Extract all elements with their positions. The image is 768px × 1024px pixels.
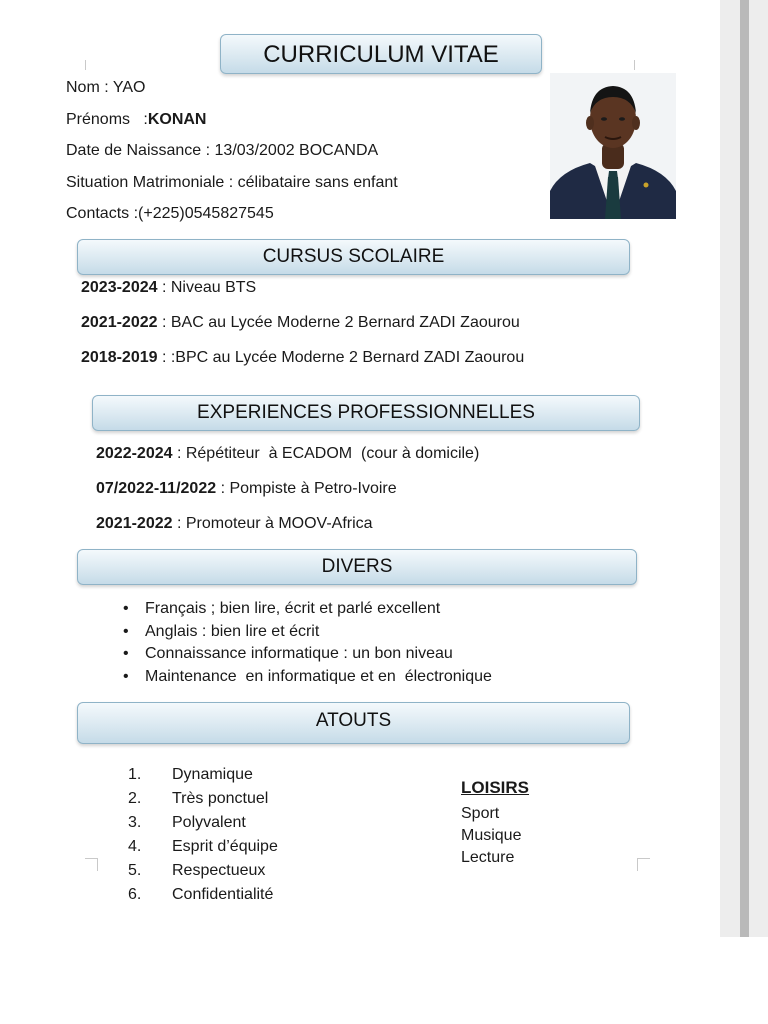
- contacts-label: Contacts :: [66, 205, 139, 222]
- identity-situation: [66, 173, 398, 193]
- divers-item: • Anglais : bien lire et écrit: [118, 621, 588, 644]
- loisir-item: Sport: [461, 805, 500, 822]
- naissance-value: 13/03/2002 BOCANDA: [214, 142, 379, 159]
- viewer-scrollbar[interactable]: [740, 0, 749, 937]
- cursus-row: [81, 278, 256, 298]
- cursus-period: 2018-2019: [81, 349, 158, 366]
- experience-period: 07/2022-11/2022: [96, 480, 217, 497]
- loisir-item: Lecture: [461, 849, 515, 866]
- cursus-period: 2021-2022: [81, 314, 158, 331]
- experience-row: [96, 479, 397, 499]
- crop-mark-top-left: [85, 60, 98, 70]
- divers-item: • Maintenance en informatique et en électronique: [118, 666, 588, 685]
- section-experiences-banner: EXPERIENCES PROFESSIONNELLES: [92, 395, 640, 431]
- viewer-bottom-area: [0, 937, 768, 1024]
- loisirs-list: [461, 803, 521, 869]
- cursus-text: : :BPC au Lycée Moderne 2 Bernard ZADI Zaourou: [157, 349, 525, 366]
- loisirs-title: LOISIRS: [461, 778, 530, 797]
- cv-title-banner: CURRICULUM VITAE: [220, 34, 542, 74]
- atout-item: [128, 883, 278, 907]
- atout-text: Confidentialité: [172, 886, 274, 903]
- atout-number: 5.: [128, 862, 142, 879]
- section-atouts-banner: ATOUTS: [77, 702, 630, 744]
- identity-contacts: [66, 204, 274, 224]
- experience-period: 2021-2022: [96, 515, 173, 532]
- atout-text: Dynamique: [172, 766, 253, 783]
- experience-text: : Répétiteur à ECADOM (cour à domicile): [172, 445, 480, 462]
- atout-item: [128, 763, 278, 787]
- prenoms-value: KONAN: [147, 111, 207, 128]
- section-divers-banner: DIVERS: [77, 549, 637, 585]
- atout-number: 1.: [128, 766, 142, 783]
- atout-number: 4.: [128, 838, 142, 855]
- prenoms-label: Prénoms :: [66, 111, 148, 128]
- atout-text: Esprit d’équipe: [172, 838, 278, 855]
- experience-row: [96, 444, 479, 464]
- cursus-row: [81, 313, 520, 333]
- divers-item: • Connaissance informatique : un bon niveau: [118, 643, 588, 666]
- identity-nom: [66, 78, 145, 98]
- atouts-list: [128, 763, 278, 907]
- cursus-period: 2023-2024: [81, 279, 158, 296]
- section-cursus-banner: CURSUS SCOLAIRE: [77, 239, 630, 275]
- nom-label: Nom :: [66, 79, 113, 96]
- contacts-value: (+225)0545827545: [138, 205, 274, 222]
- cursus-text: : BAC au Lycée Moderne 2 Bernard ZADI Zaourou: [157, 314, 520, 331]
- crop-mark-bottom-left: [85, 858, 98, 871]
- atout-number: 3.: [128, 814, 142, 831]
- experience-row: [96, 514, 373, 534]
- crop-mark-top-right: [634, 60, 647, 70]
- atout-text: Respectueux: [172, 862, 266, 879]
- cursus-row: [81, 348, 524, 368]
- identity-naissance: [66, 141, 378, 161]
- crop-mark-bottom-right: [637, 858, 650, 871]
- experience-text: : Promoteur à MOOV-Africa: [172, 515, 373, 532]
- nom-value: YAO: [112, 79, 146, 96]
- profile-photo: [550, 73, 676, 219]
- identity-prenoms: [66, 110, 206, 130]
- cursus-text: : Niveau BTS: [157, 279, 257, 296]
- divers-item: • Français ; bien lire, écrit et parlé excellent: [118, 598, 588, 621]
- atout-text: Très ponctuel: [172, 790, 269, 807]
- atout-number: 2.: [128, 790, 142, 807]
- atout-item: [128, 811, 278, 835]
- loisir-item: Musique: [461, 827, 522, 844]
- divers-list: [118, 598, 588, 684]
- experience-period: 2022-2024: [96, 445, 173, 462]
- naissance-label: Date de Naissance :: [66, 142, 215, 159]
- experience-text: : Pompiste à Petro-Ivoire: [216, 480, 397, 497]
- portrait-icon: [550, 73, 676, 219]
- atout-item: [128, 787, 278, 811]
- atout-text: Polyvalent: [172, 814, 246, 831]
- atout-number: 6.: [128, 886, 142, 903]
- atout-item: [128, 835, 278, 859]
- situation-value: célibataire sans enfant: [237, 174, 398, 191]
- situation-label: Situation Matrimoniale :: [66, 174, 238, 191]
- atout-item: [128, 859, 278, 883]
